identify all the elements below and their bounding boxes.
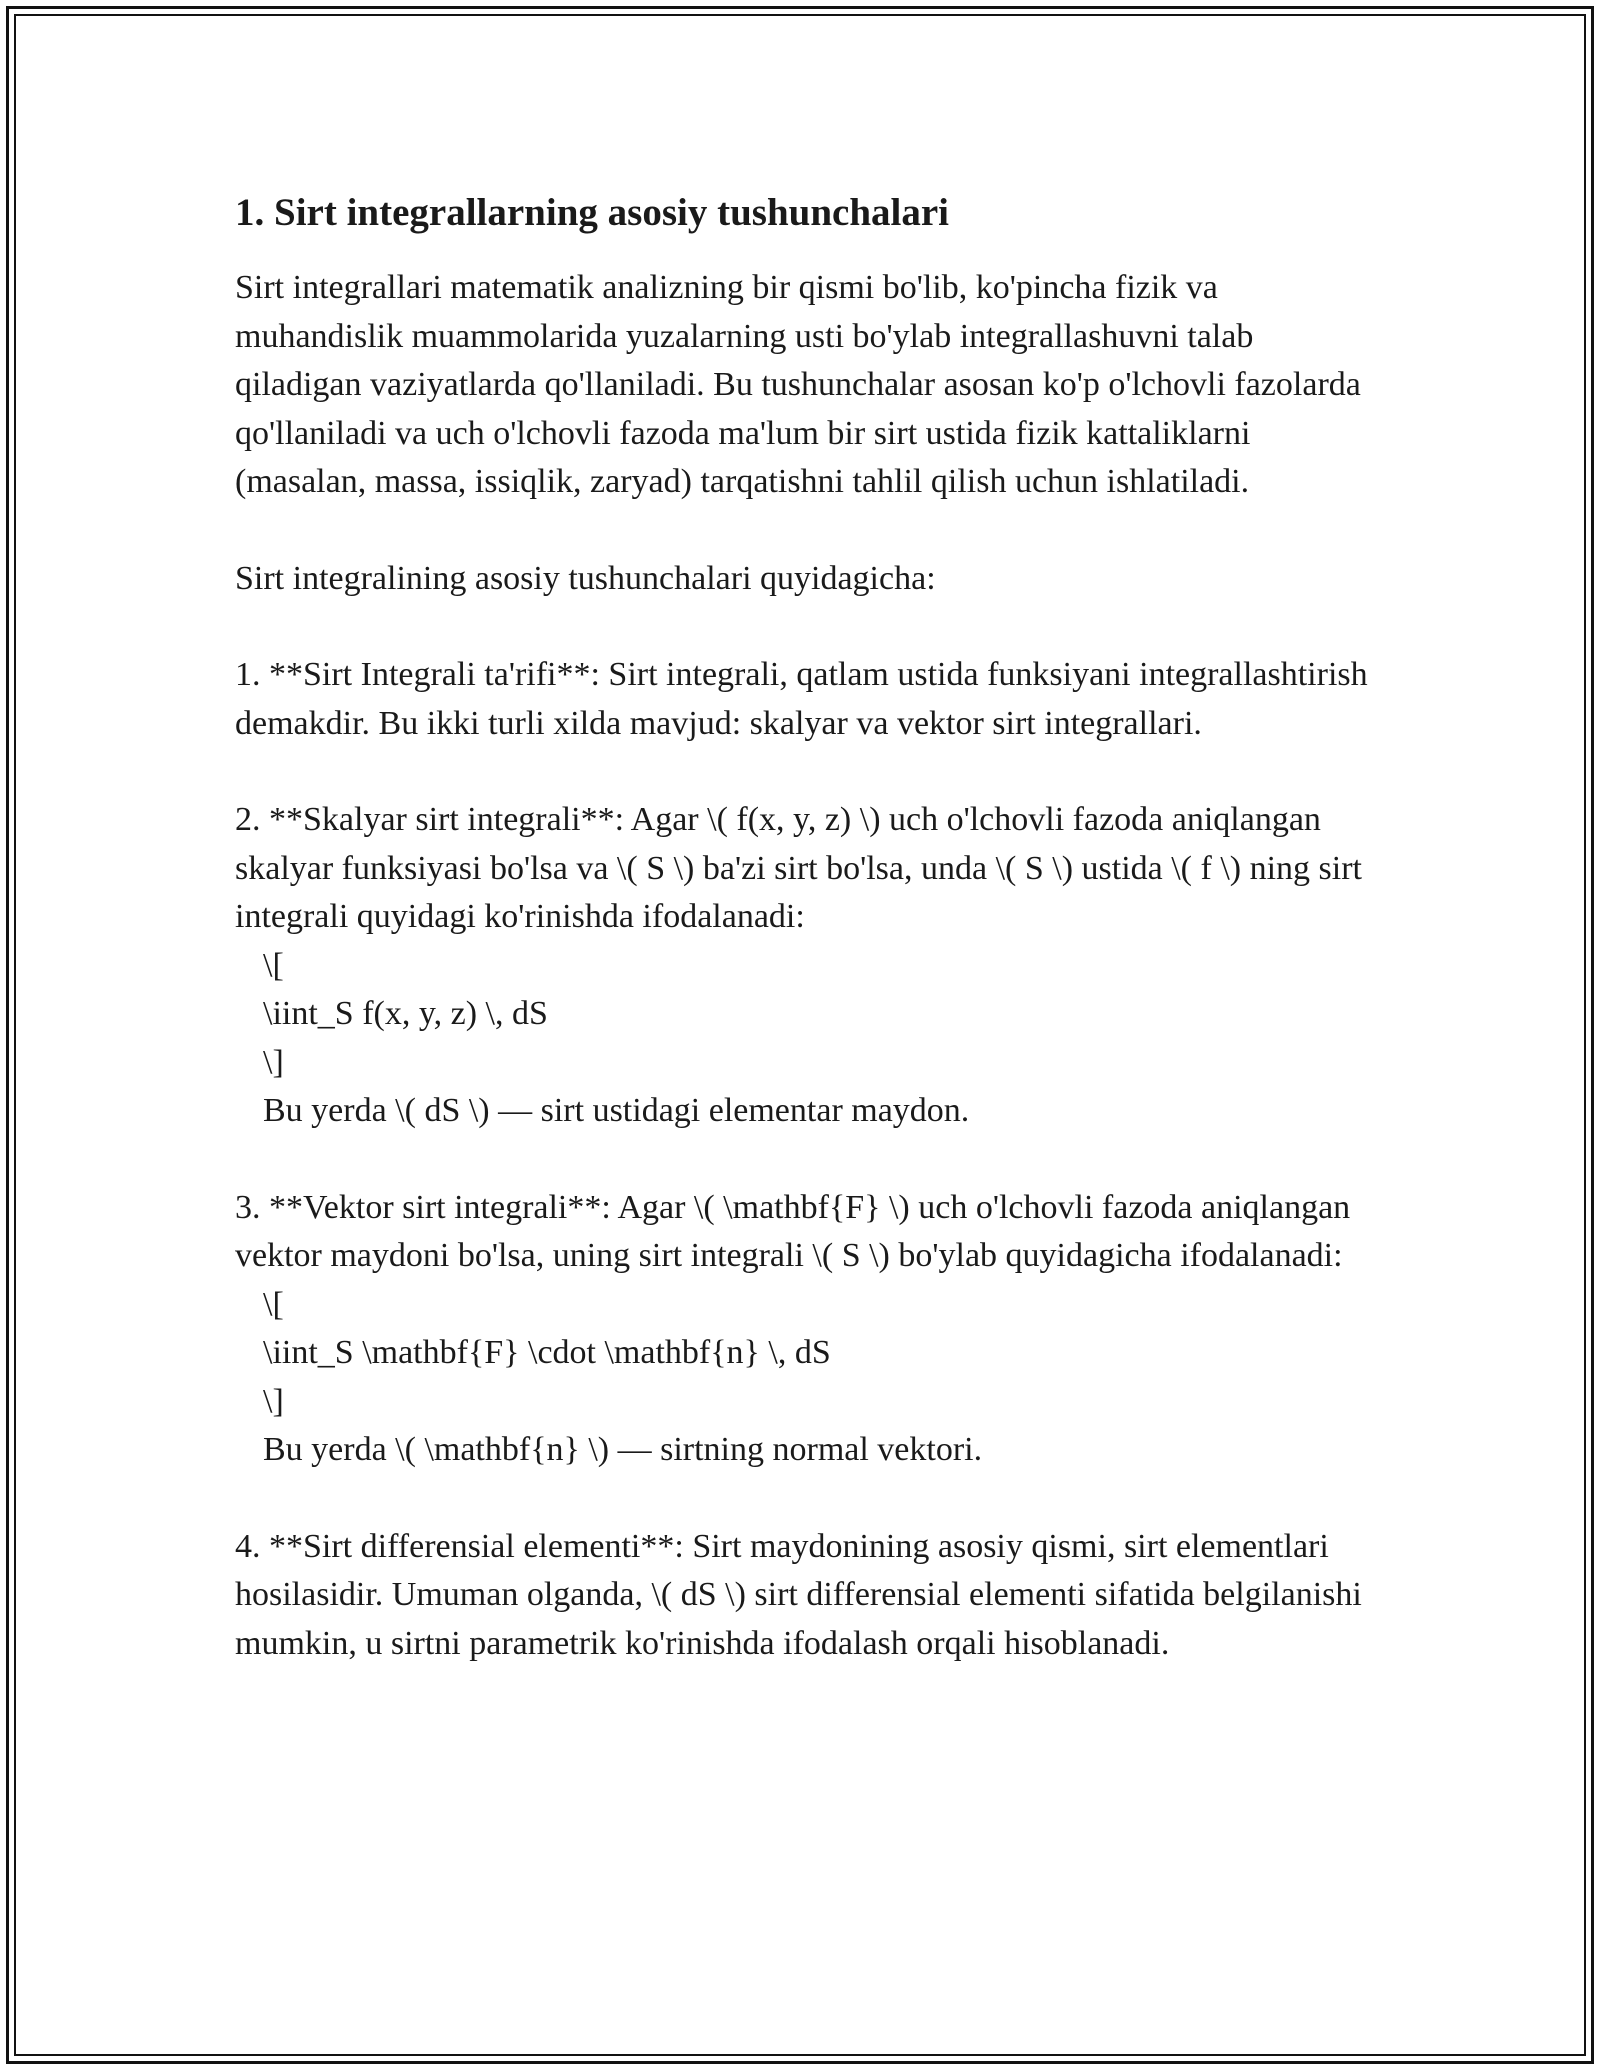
list-item-text: 2. **Skalyar sirt integrali**: Agar \( f(x, y, z) \) uch o'lchovli fazoda aniqlangan skalyar funksiyasi bo'lsa va \( S \) ba'zi sirt bo'lsa, unda \( S \) ustida \( f \) ning sirt integrali quyidagi ko'rinishda ifodalanadi: [235,801,1362,935]
list-item-text: 1. **Sirt Integrali ta'rifi**: Sirt integrali, qatlam ustida funksiyani integrallashtirish demakdir. Bu ikki turli xilda mavjud: skalyar va vektor sirt integrallari. [235,656,1368,742]
list-item-vector-integral [235,1184,1375,1475]
list-item-definition [235,651,1375,748]
formula-close: \] [263,1382,284,1420]
lead-paragraph: Sirt integralining asosiy tushunchalari quyidagicha: [235,559,936,597]
formula: \iint_S f(x, y, z) \, dS [263,995,548,1032]
list-item-text: 3. **Vektor sirt integrali**: Agar \( \mathbf{F} \) uch o'lchovli fazoda aniqlangan vektor maydoni bo'lsa, uning sirt integrali \( S \) bo'ylab quyidagicha ifodalanadi: [235,1188,1351,1274]
list-item-differential-element [235,1523,1375,1669]
document-body [235,188,1375,1716]
list-item-text: 4. **Sirt differensial elementi**: Sirt maydonining asosiy qismi, sirt elementlari hosilasidir. Umuman olganda, \( dS \) sirt differensial elementi sifatida belgilanishi mumkin, u sirtni parametrik ko'rinishda ifodalash orqali hisoblanadi. [235,1527,1362,1662]
intro-paragraph: Sirt integrallari matematik analizning bir qismi bo'lib, ko'pincha fizik va muhandislik muammolarida yuzalarning usti bo'ylab integrallashuvni talab qiladigan vaziyatlarda qo'llaniladi. Bu tushunchalar asosan ko'p o'lchovli fazolarda qo'llaniladi va uch o'lchovli fazoda ma'lum bir sirt ustida fizik kattaliklarni (masalan, massa, issiqlik, zaryad) tarqatishni tahlil qilish uchun ishlatiladi. [235,269,1361,500]
formula-open: \[ [263,1285,284,1323]
formula-note: Bu yerda \( dS \) — sirt ustidagi elementar maydon. [263,1092,970,1129]
section-heading: 1. Sirt integrallarning asosiy tushunchalari [235,191,949,234]
formula: \iint_S \mathbf{F} \cdot \mathbf{n} \, dS [263,1334,831,1371]
formula-note: Bu yerda \( \mathbf{n} \) — sirtning normal vektori. [263,1431,983,1468]
formula-close: \] [263,1043,284,1081]
list-item-scalar-integral [235,796,1375,1136]
formula-open: \[ [263,946,284,984]
